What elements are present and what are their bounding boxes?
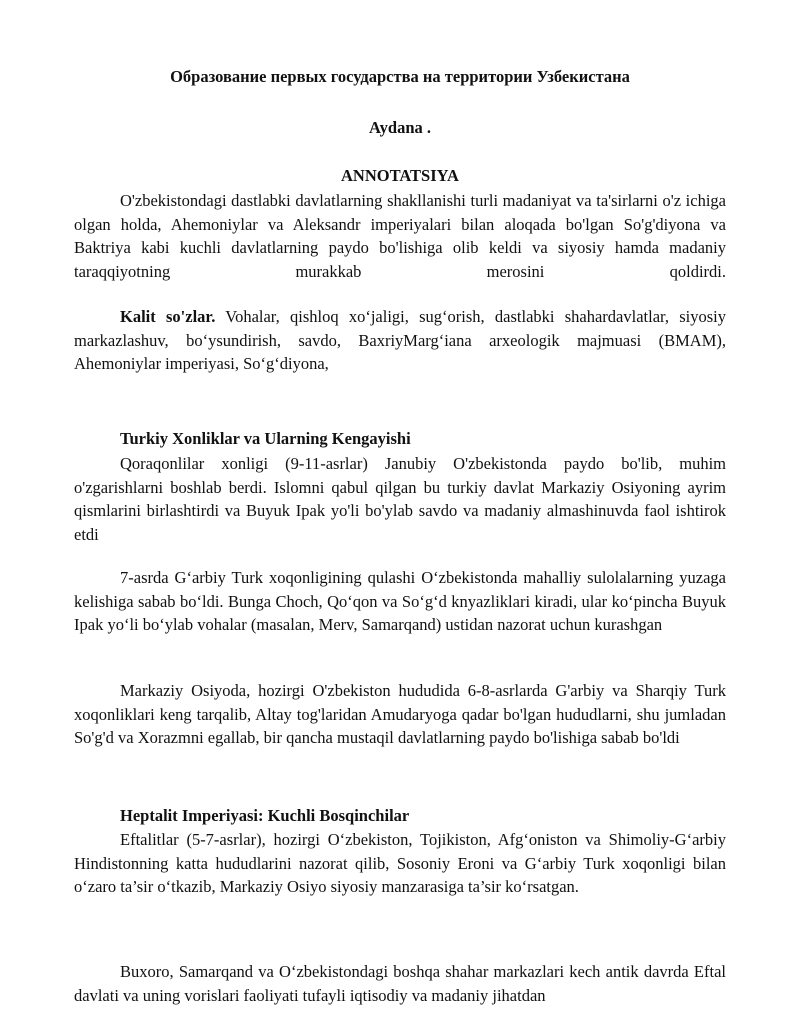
keywords-paragraph [74,305,726,376]
document-title: Образование первых государства на территории Узбекистана [170,67,630,86]
annotation-paragraph: O'zbekistondagi dastlabki davlatlarning shakllanishi turli madaniyat va ta'sirlarni o'z ichiga olgan holda, Ahemoniylar va Aleksandr imperiyalari bilan aloqada bo'lgan So'g'diyona va Baktriya kabi kuchli davlatlarning paydo bo'lishiga olib keldi va siyosiy hamda madaniy taraqqiyotning murakkab merosini qoldirdi. [74,191,726,281]
keywords-label: Kalit so'zlar. [120,307,216,326]
paragraph: Markaziy Osiyoda, hozirgi O'zbekiston hududida 6-8-asrlarda G'arbiy va Sharqiy Turk xoqonliklari keng tarqalib, Altay tog'laridan Amudaryoga qadar bo'lgan hududlarni, shu jumladan So'g'd va Xorazmni egallab, bir qancha mustaqil davlatlarning paydo bo'lishiga sabab bo'ldi [74,681,726,747]
annotation-heading: ANNOTATSIYA [341,166,459,185]
paragraph: Qoraqonlilar xonligi (9-11-asrlar) Janubiy O'zbekistonda paydo bo'lib, muhim o'zgarishlarni boshlab berdi. Islomni qabul qilgan bu turkiy davlat Markaziy Osiyoning ayrim qismlarini birlashtirdi va Buyuk Ipak yo'li bo'ylab savdo va madaniy almashinuvda faol ishtirok etdi [74,454,726,544]
paragraph: 7-asrda G‘arbiy Turk xoqonligining qulashi O‘zbekistonda mahalliy sulolalarning yuzaga kelishiga sabab bo‘ldi. Bunga Choch, Qo‘qon va So‘g‘d knyazliklari kiradi, ular ko‘pincha Buyuk Ipak yo‘li bo‘ylab vohalar (masalan, Merv, Samarqand) ustidan nazorat uchun kurashgan [74,568,726,634]
keywords-text: Vohalar, qishloq xo‘jaligi, sug‘orish, dastlabki shahardavlatlar, siyosiy markazlashuv, bo‘ysundirish, savdo, BaxriyMarg‘iana arxeologik majmuasi (BMAM), Ahemoniylar imperiyasi, So‘g‘diyona, [74,307,726,373]
paragraph: Eftalitlar (5-7-asrlar), hozirgi O‘zbekiston, Tojikiston, Afg‘oniston va Shimoliy-G‘arbiy Hindistonning katta hududlarini nazorat qilib, Sosoniy Eroni va G‘arbiy Turk xoqonligi bilan o‘zaro ta’sir o‘tkazib, Markaziy Osiyo siyosiy manzarasiga ta’sir ko‘rsatgan. [74,830,726,896]
paragraph: Buxoro, Samarqand va O‘zbekistondagi boshqa shahar markazlari kech antik davrda Eftal davlati va uning vorislari faoliyati tufayli iqtisodiy va madaniy jihatdan [74,962,726,1005]
section-heading-heptalit: Heptalit Imperiyasi: Kuchli Bosqinchilar [120,806,410,825]
author-name: Aydana . [368,118,432,137]
section-heading-turkiy: Turkiy Xonliklar va Ularning Kengayishi [120,429,411,448]
